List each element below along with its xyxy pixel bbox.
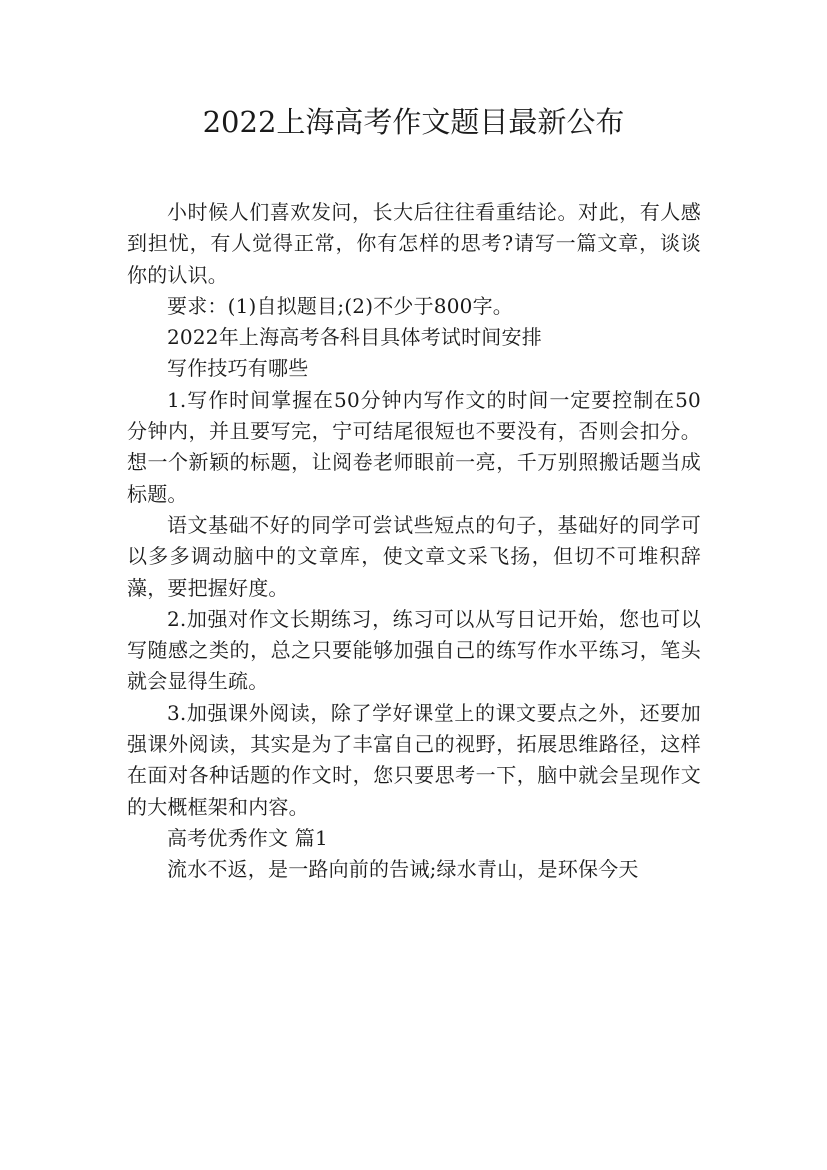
paragraph-requirements: 要求：(1)自拟题目;(2)不少于800字。 [167, 293, 513, 318]
document-title: 2022上海高考作文题目最新公布 [202, 105, 625, 139]
paragraph-prompt: 小时候人们喜欢发问，长大后往往看重结论。对此，有人感到担忧，有人觉得正常，你有怎样的思考?请写一篇文章，谈谈你的认识。 [127, 200, 701, 287]
paragraph-tip-1-detail: 语文基础不好的同学可尝试些短点的句子，基础好的同学可以多多调动脑中的文章库，使文章文采飞扬，但切不可堆积辞藻，要把握好度。 [127, 512, 701, 600]
document-body [127, 197, 701, 886]
paragraph-tip-2: 2.加强对作文长期练习，练习可以从写日记开始，您也可以写随感之类的，总之只要能够加强自己的练写作水平练习，笔头就会显得生疏。 [127, 606, 701, 694]
paragraph-essay-start: 流水不返，是一路向前的告诫;绿水青山，是环保今天 [167, 857, 639, 882]
paragraph-tip-3: 3.加强课外阅读，除了学好课堂上的课文要点之外，还要加强课外阅读，其实是为了丰富自己的视野，拓展思维路径，这样在面对各种话题的作文时，您只要思考一下，脑中就会呈现作文的大概框架和内容。 [127, 700, 701, 819]
paragraph-tips-heading: 写作技巧有哪些 [167, 356, 309, 381]
paragraph-essay-heading: 高考优秀作文 篇1 [167, 825, 328, 850]
paragraph-schedule-heading: 2022年上海高考各科目具体考试时间安排 [167, 325, 542, 350]
paragraph-tip-1: 1.写作时间掌握在50分钟内写作文的时间一定要控制在50分钟内，并且要写完，宁可结尾很短也不要没有，否则会扣分。想一个新颖的标题，让阅卷老师眼前一亮，千万别照搬话题当成标题。 [127, 387, 701, 506]
